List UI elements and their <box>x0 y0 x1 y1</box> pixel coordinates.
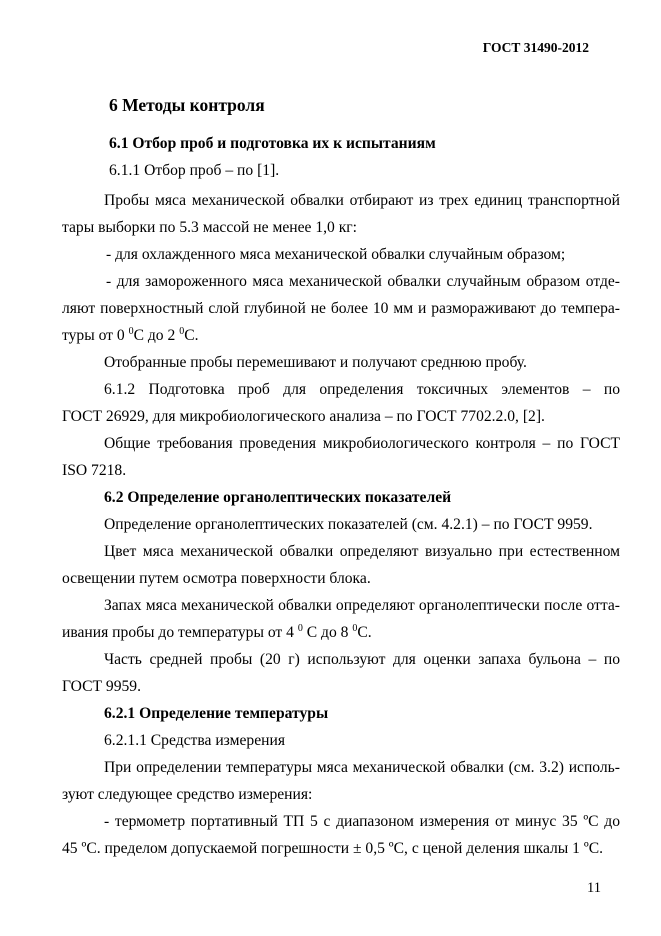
list-item: - для замороженного мяса механической обвалки случайным образом отде- <box>106 273 620 290</box>
list-item: - для охлажденного мяса механической обвалки случайным образом; <box>106 246 566 263</box>
list-item-line: 45 ºС. пределом допускаемой погрешности ± 0,5 ºС, с ценой деления шкалы 1 ºС. <box>62 840 604 857</box>
clause-6-2-1-1: 6.2.1.1 Средства измерения <box>104 732 285 749</box>
paragraph-line: При определении температуры мяса механической обвалки (см. 3.2) исполь- <box>104 759 620 776</box>
paragraph-line: освещении путем осмотра поверхности блока. <box>62 570 371 587</box>
paragraph-line: ГОСТ 26929, для микробиологического анализа – по ГОСТ 7702.2.0, [2]. <box>62 408 545 425</box>
list-item: - термометр портативный ТП 5 с диапазоном измерения от минус 35 ºС до <box>104 813 620 830</box>
paragraph-line: Общие требования проведения микробиологического контроля – по ГОСТ <box>104 435 620 452</box>
clause-6-1-1: 6.1.1 Отбор проб – по [1]. <box>109 162 280 179</box>
paragraph-line: ISO 7218. <box>62 462 127 479</box>
document-header: ГОСТ 31490-2012 <box>482 40 589 55</box>
paragraph-line: ивания пробы до температуры от 4 $^0$ С до 8 $^0$С. <box>62 623 372 641</box>
section-6-1-heading: 6.1 Отбор проб и подготовка их к испытаниям <box>109 135 436 152</box>
clause-6-1-2: 6.1.2 Подготовка проб для определения токсичных элементов – по <box>104 381 620 398</box>
section-6-2-1-heading: 6.2.1 Определение температуры <box>104 705 329 722</box>
paragraph-line: Запах мяса механической обвалки определяют органолептически после отта- <box>104 597 620 614</box>
paragraph-line: зуют следующее средство измерения: <box>62 786 313 803</box>
list-item-line: туры от 0 $^0$С до 2 $^0$С. <box>62 326 199 344</box>
paragraph-line: Отобранные пробы перемешивают и получают среднюю пробу. <box>104 354 527 371</box>
paragraph-line: ГОСТ 9959. <box>62 678 141 695</box>
list-item-line: ляют поверхностный слой глубиной не более 10 мм и размораживают до темпера- <box>62 300 620 317</box>
section-6-heading: 6 Методы контроля <box>109 95 265 115</box>
section-6-2-heading: 6.2 Определение органолептических показателей <box>104 489 452 506</box>
paragraph-line: Цвет мяса механической обвалки определяют визуально при естественном <box>104 543 620 560</box>
paragraph-line: Пробы мяса механической обвалки отбирают из трех единиц транспортной <box>104 192 620 209</box>
page-number: 11 <box>587 880 601 896</box>
paragraph-line: Часть средней пробы (20 г) используют для оценки запаха бульона – по <box>104 651 620 668</box>
paragraph-line: Определение органолептических показателей (см. 4.2.1) – по ГОСТ 9959. <box>104 516 593 533</box>
paragraph-line: тары выборки по 5.3 массой не менее 1,0 кг: <box>62 219 358 236</box>
